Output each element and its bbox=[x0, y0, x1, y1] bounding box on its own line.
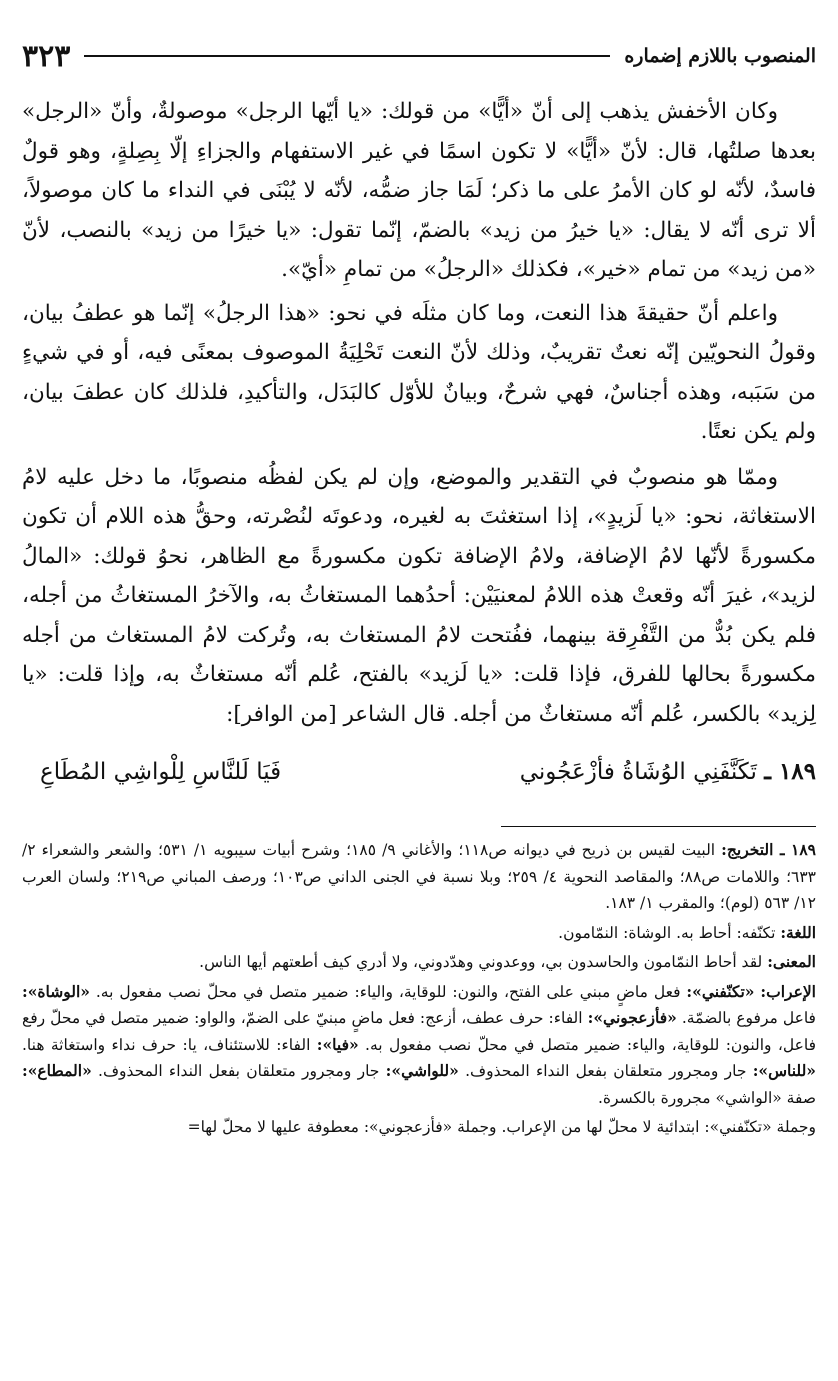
paragraph-istighatha: وممّا هو منصوبٌ في التقدير والموضع، وإن لم يكن لفظُه منصوبًا، ما دخل عليه لامُ الاستغاثة، نحو: «يا لَزيدٍ»، إذا استغثتَ به لغيره، ودعوتَه لنُصْرته، وحقُّ هذه اللام أن تكون مكسورةً لأنّها لامُ الإضافة، ولامُ الإضافة تكون مكسورةً مع الظاهر، نحوُ قولك: «المالُ لزيد»، غيرَ أنّه وقعتْ هذه اللامُ لمعنيَيْن: أحدُهما المستغاثُ به، والآخرُ المستغاثُ من أجله، فلم يكن بُدٌّ من التَّفْرِقة بينهما، ففُتحت لامُ المستغاث به، وتُركت لامُ المستغاث من أجله مكسورةً بحالها للفرق، فإذا قلت: «يا لَزيد» بالفتح، عُلم أنّه مستغاثٌ به، وإذا قلت: «يا لِزيد» بالكسر، عُلم أنّه مستغاثٌ من أجله. قال الشاعر [من الوافر]: bbox=[22, 464, 816, 727]
irab-term-6: «للواشي»: bbox=[385, 1061, 459, 1080]
irab-text-1: فعل ماضٍ مبني على الفتح، والنون: للوقاية، والياء: ضمير متصل في محلّ نصب مفعول به. bbox=[95, 982, 681, 1001]
maana-text: لقد أحاط النمّامون والحاسدون بي، ووعدوني وهدّدوني، ولا أدري كيف أطعتهم أيها الناس. bbox=[199, 953, 763, 971]
irab-text-5: جار ومجرور متعلقان بفعل النداء المحذوف. bbox=[465, 1062, 747, 1080]
takhrij-text: البيت لقيس بن ذريح في ديوانه ص١١٨؛ والأغاني ٩/ ١٨٥؛ وشرح أبيات سيبويه ١/ ٥٣١؛ والشعر والشعراء ٢/ ٦٣٣؛ واللامات ص٨٨؛ والمقاصد النحوية ٤/ ٢٥٩؛ وبلا نسبة في الجنى الداني ص١٠٣؛ ورصف المباني ص٢١٩؛ ولسان العرب ١٢/ ٥٦٣ (لوم)؛ والمقرب ١/ ١٨٣. bbox=[22, 841, 817, 912]
footnote-lugha bbox=[22, 920, 816, 947]
lugha-label: اللغة: bbox=[780, 922, 816, 942]
takhrij-label: ١٨٩ ـ التخريج: bbox=[721, 840, 816, 859]
lugha-text: تكنّفه: أحاط به. الوشاة: النمّامون. bbox=[558, 923, 776, 942]
verse-hemistich-1: تَكَنَّفَنِي الوُشَاةُ فأزْعَجُوني bbox=[519, 759, 757, 785]
irab-term-5: «للناس»: bbox=[752, 1061, 816, 1080]
running-header bbox=[22, 34, 816, 78]
maana-label: المعنى: bbox=[767, 952, 816, 971]
irab-text-4: الفاء: للاستئناف، يا: حرف نداء واستغاثة هنا. bbox=[22, 1035, 311, 1054]
irab-term-7: «المطاع»: bbox=[22, 1061, 92, 1080]
irab-term-1: «تكنّفني»: bbox=[686, 981, 755, 1001]
footnote-irab bbox=[22, 979, 816, 1112]
irab-text-7: صفة «الواشي» مجرورة بالكسرة. bbox=[597, 1088, 816, 1107]
header-title: المنصوب باللازم إضماره bbox=[624, 45, 816, 67]
verse-first-half bbox=[520, 752, 816, 792]
main-text bbox=[22, 92, 816, 734]
footnote-takhrij bbox=[22, 837, 816, 917]
irab-term-2: «الوشاة»: bbox=[22, 981, 90, 1001]
irab-text-3: الفاء: حرف عطف، أزعج: فعل ماضٍ مبنيّ على الضمّ، والواو: ضمير متصل في محلّ رفع فاعل، والنون: للوقاية، والياء: ضمير متصل في محلّ نصب مفعول به. bbox=[22, 1009, 816, 1054]
verse-hemistich-2: فَيَا لَلنَّاسِ لِلْواشِي المُطَاعِ bbox=[40, 759, 282, 785]
footnote-maana bbox=[22, 949, 816, 976]
verse-number: ١٨٩ ـ bbox=[764, 758, 816, 785]
irab-term-4: «فيا»: bbox=[316, 1034, 359, 1054]
paragraph-akhfash: وكان الأخفش يذهب إلى أنّ «أيًّا» من قولك: «يا أيّها الرجل» موصولةٌ، وأنّ «الرجل» بعدها صلتُها، قال: لأنّ «أيًّا» لا تكون اسمًا في غير الاستفهام والجزاءِ إلّا بِصِلةٍ، وهو قولٌ فاسدٌ، لأنّه لو كان الأمرُ على ما ذكر؛ لَمَا جاز ضمُّه، لأنّه لا يُبْنَى في النداء ما كان موصولاً، ألا ترى أنّه لا يقال: «يا خيرُ من زيد» بالضمّ، إنّما تقول: «يا خيرًا من زيد» بالنصب، لأنّ «من زيد» من تمام «خير»، فكذلك «الرجلُ» من تمامِ «أيّ». bbox=[22, 99, 816, 282]
paragraph-naat: واعلم أنّ حقيقةَ هذا النعت، وما كان مثلَه في نحو: «هذا الرجلُ» إنّما هو عطفُ بيان، وقولُ النحويّين إنّه نعتٌ تقريبٌ، وذلك لأنّ النعت تَحْلِيَةُ الموصوف بمعنًى فيه، أو في شيءٍ من سَبَبه، وهذه أجناسٌ، فهي شرحٌ، وبيانٌ للأوّل كالبَدَل، والتأكيدِ، فلذلك كان عطفَ بيان، ولم يكن نعتًا. bbox=[22, 300, 816, 444]
irab-text-6: جار ومجرور متعلقان بفعل النداء المحذوف. bbox=[98, 1062, 380, 1080]
header-rule bbox=[84, 55, 610, 57]
irab-text-2: فاعل مرفوع بالضمّة. bbox=[681, 1009, 816, 1027]
page-number: ٣٢٣ bbox=[22, 38, 71, 74]
poetry-verse bbox=[22, 752, 816, 792]
footnotes bbox=[22, 837, 816, 1141]
irab-term-3: «فأزعجوني»: bbox=[587, 1008, 677, 1027]
irab-label: الإعراب: bbox=[760, 981, 816, 1001]
footnote-jumla: وجملة «تكنّفني»: ابتدائية لا محلّ لها من الإعراب. وجملة «فأزعجوني»: معطوفة عليها لا محلّ لها= bbox=[187, 1118, 816, 1136]
footnote-separator bbox=[501, 826, 816, 827]
